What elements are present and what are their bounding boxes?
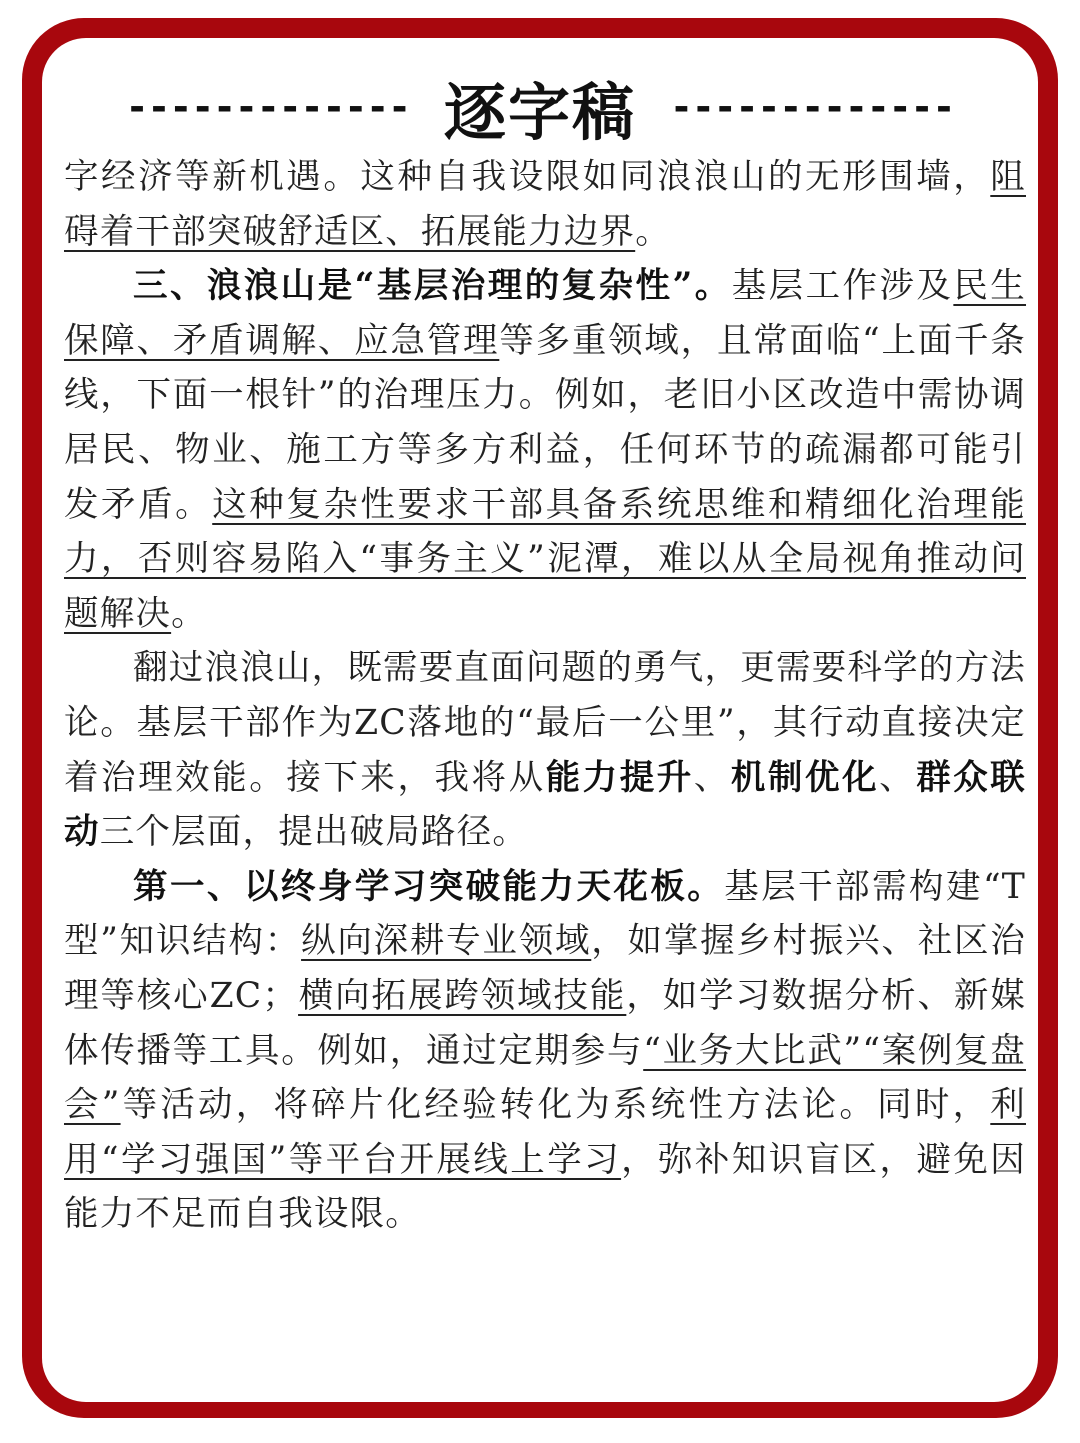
underlined-text: 横向拓展跨领域技能 — [298, 975, 627, 1016]
text-segment: 基层工作涉及 — [731, 266, 954, 307]
bold-keyword: 机制优化 — [730, 757, 880, 798]
paragraph-continued — [64, 150, 1026, 259]
text-segment: 翻过浪浪山，既需要直面问题的勇气，更需要科学的方法论。基层干部作为ZC落地的“最后一公里”，其行动直接决定着治理效能。接下来，我将从 — [64, 648, 1026, 798]
text-segment: 。 — [635, 211, 671, 252]
underlined-text: 民生保障、矛盾调解、应急管理 — [64, 266, 1027, 361]
text-segment: 、 — [879, 757, 917, 798]
text-segment: ，如学习数据分析、新媒体传播等工具。例如，通过定期参与 — [64, 975, 1026, 1071]
underlined-text: 利用“学习强国”等平台开展线上学习 — [64, 1085, 1026, 1180]
underlined-text: 这种复杂性要求干部具备系统思维和精细化治理能力，否则容易陷入“事务主义”泥潭，难以从全局视角推动问题解决 — [64, 484, 1026, 634]
title-dashes-right: ------------- — [670, 85, 955, 129]
paragraph-point-three — [64, 259, 1026, 641]
bold-heading: 三、浪浪山是“基层治理的复杂性”。 — [133, 266, 732, 307]
text-segment: 基层干部需构建“T型”知识结构： — [64, 866, 1026, 962]
bold-keyword: 能力提升 — [545, 757, 694, 798]
title-dashes-left: ------------- — [125, 85, 410, 129]
paragraph-point-one — [64, 860, 1026, 1242]
text-segment: 等多重领域，且常面临“上面千条线，下面一根针”的治理压力。例如，老旧小区改造中需协调居民、物业、施工方等多方利益，任何环节的疏漏都可能引发矛盾。 — [64, 320, 1026, 525]
page-title: 逐字稿 — [443, 75, 636, 149]
text-segment: ，如掌握乡村振兴、社区治理等核心ZC； — [64, 921, 1026, 1016]
text-segment: 、 — [693, 757, 731, 798]
text-segment: 。 — [171, 593, 207, 634]
transcript-body — [64, 150, 1026, 1242]
text-segment: ，弥补知识盲区，避免因能力不足而自我设限。 — [64, 1139, 1026, 1235]
bold-keyword: 群众联动 — [64, 757, 1026, 853]
bold-heading: 第一、以终身学习突破能力天花板。 — [133, 866, 725, 907]
text-segment: 字经济等新机遇。这种自我设限如同浪浪山的无形围墙， — [64, 157, 991, 197]
underlined-text: 纵向深耕专业领域 — [301, 921, 592, 962]
underlined-text: 阻碍着干部突破舒适区、拓展能力边界 — [64, 157, 1026, 252]
text-segment: 等活动，将碎片化经验转化为系统性方法论。同时， — [120, 1085, 991, 1126]
title-row — [0, 62, 1080, 152]
text-segment: 三个层面，提出破局路径。 — [99, 812, 529, 853]
underlined-text: “业务大比武”“案例复盘会” — [64, 1030, 1027, 1126]
paragraph-transition — [64, 641, 1026, 859]
